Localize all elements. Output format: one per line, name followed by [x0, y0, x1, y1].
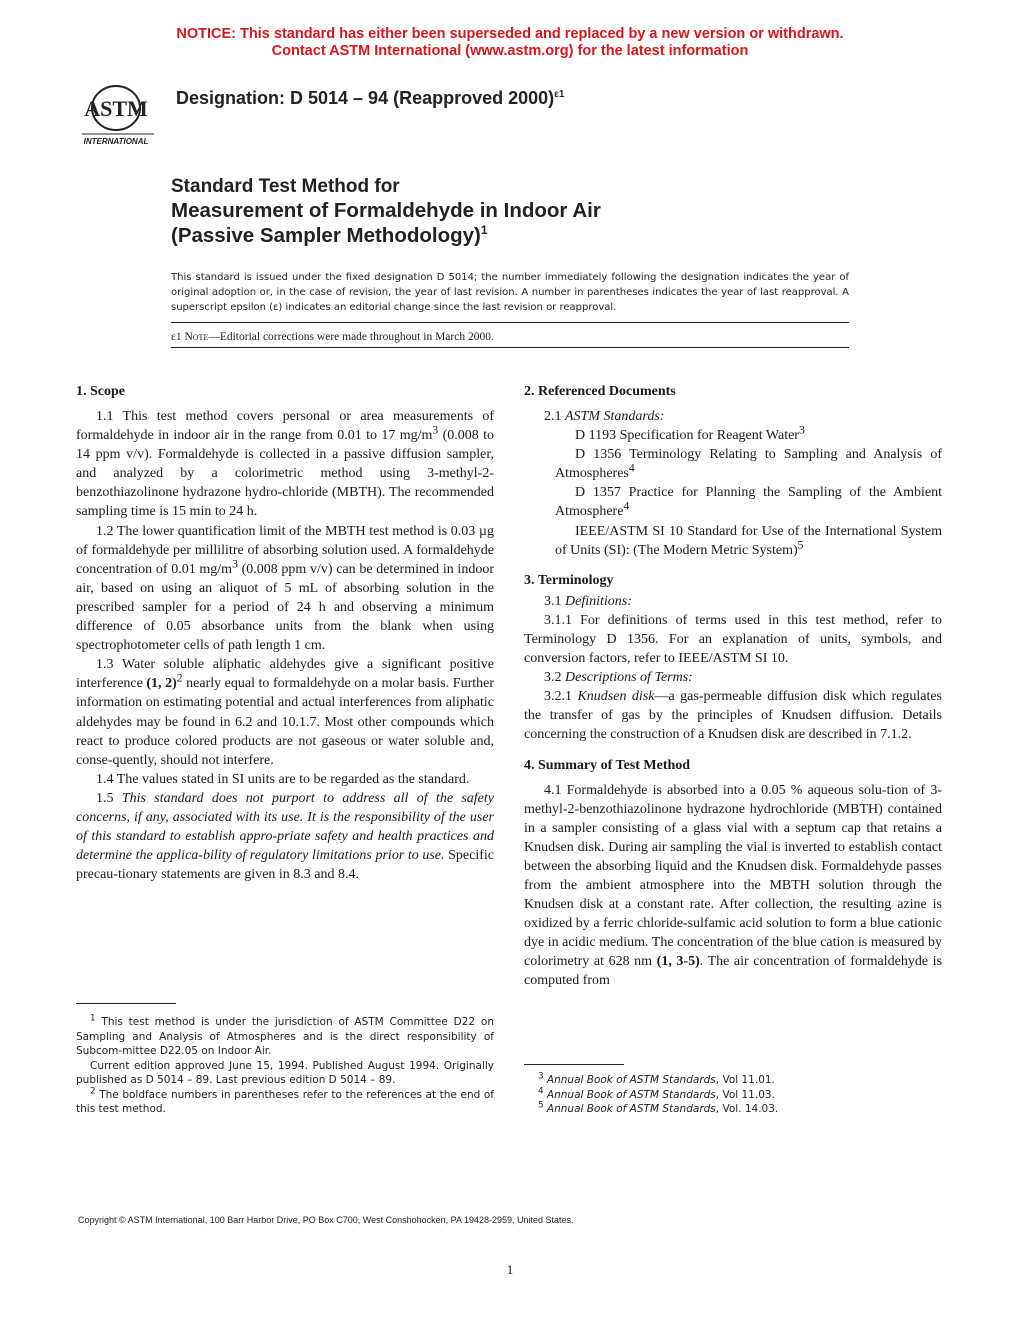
para-3-1: 3.1 Definitions: — [544, 593, 632, 609]
page-number: 1 — [506, 1262, 514, 1277]
para-4-1: 4.1 Formaldehyde is absorbed into a 0.05 % aqueous solu-tion of 3-methyl-2-benzothiazolinone hydrazone hydrochloride (MBTH) contained in a sampler consisting of a glass vial with a septum cap that retains a Knudsen disk. During air sampling the vial is inverted to establish contact between the absorbing liquid and the Knudsen disk. Formaldehyde passes from the ambient atmosphere into the MBTH solution through the Knudsen disk at a constant rate. After collection, the resulting azine is oxidized by a ferric chloride-sulfamic acid solution to form a blue cationic dye in acidic medium. The concentration of the blue cation is measured by colorimetry at 628 nm (1, 3-5). The air concentration of formaldehyde is computed from — [524, 782, 942, 989]
section-1-heading: 1. Scope — [76, 384, 125, 399]
footnote-divider-left — [76, 1003, 176, 1004]
title-line-2: Measurement of Formaldehyde in Indoor Air — [171, 199, 601, 222]
document-title — [171, 176, 601, 248]
para-1-4: 1.4 The values stated in SI units are to be regarded as the standard. — [96, 771, 470, 787]
footnote-3: $^3$ Annual Book of ASTM Standards, Vol 11.01. — [538, 1071, 775, 1086]
ref-d1193: D 1193 Specification for Reagent Water$^3$ — [575, 423, 805, 444]
ref-ieee: IEEE/ASTM SI 10 Standard for Use of the International System of Units (SI): (The Modern Metric System)$^5$ — [555, 523, 942, 558]
footnote-2: $^2$ The boldface numbers in parentheses refer to the references at the end of this test method. — [76, 1086, 494, 1115]
para-1-5: 1.5 This standard does not purport to address all of the safety concerns, if any, associated with its use. It is the responsibility of the user of this standard to establish appro-priate safety and health practices and determine the applica-bility of regulatory limitations prior to use. Specific precau-tionary statements are given in 8.3 and 8.4. — [76, 790, 495, 883]
title-footnote-mark: 1 — [480, 223, 488, 238]
notice-line-2: Contact ASTM International (www.astm.org) for the latest information — [271, 43, 749, 59]
footnotes-right — [524, 1073, 942, 1117]
ref-d1356: D 1356 Terminology Relating to Sampling and Analysis of Atmospheres$^4$ — [555, 447, 942, 482]
notice-line-1: NOTICE: This standard has either been superseded and replaced by a new version or withdrawn. — [176, 26, 844, 42]
section-3-heading: 3. Terminology — [524, 572, 614, 588]
footnotes-left — [76, 1015, 494, 1117]
footnote-4: $^4$ Annual Book of ASTM Standards, Vol 11.03. — [538, 1086, 775, 1101]
footnote-5: $^5$ Annual Book of ASTM Standards, Vol. 14.03. — [538, 1100, 779, 1115]
section-4-heading: 4. Summary of Test Method — [524, 757, 691, 773]
footnote-1: $^1$ This test method is under the jurisdiction of ASTM Committee D22 on Sampling and Analysis of Atmospheres and is the direct responsibility of Subcom-mittee D22.05 on Indoor Air. — [76, 1013, 494, 1057]
footnote-divider-right — [524, 1064, 624, 1065]
editorial-note: ε1 Note—Editorial corrections were made throughout in March 2000. — [171, 331, 494, 343]
supersession-notice — [0, 26, 1020, 60]
para-1-1: 1.1 This test method covers personal or area measurements of formaldehyde in indoor air in the range from 0.01 to 17 $mg/m^3$ (0.008 to 14 ppm v/v). Formaldehyde is collected in a passive diffusion sampler, and analyzed by a colorimetric method using 3-methyl-2-benzothiazolinone hydrazone hydro-chloride (MBTH). The recommended sampling time is 15 min to 24 h. — [76, 409, 494, 520]
logo-mark: ASTM — [84, 96, 148, 121]
divider-top — [171, 322, 849, 323]
right-column — [524, 382, 942, 991]
footnote-1-edition: Current edition approved June 15, 1994. Published August 1994. Originally published as D 5014 – 89. Last previous edition D 5014 – 89. — [76, 1059, 494, 1086]
para-3-1-1: 3.1.1 For definitions of terms used in this test method, refer to Terminology D 1356. For an explanation of units, symbols, and conversion factors, refer to IEEE/ASTM SI 10. — [524, 612, 942, 667]
para-3-2-1: 3.2.1 Knudsen disk—a gas-permeable diffusion disk which regulates the transfer of gas by the principles of Knudsen diffusion. Details concerning the construction of a Knudsen disk are described in 7.1.2. — [524, 689, 943, 743]
designation-superscript: ε1 — [554, 89, 565, 100]
left-column — [76, 382, 494, 884]
para-2-1: 2.1 ASTM Standards: — [544, 409, 665, 424]
divider-bottom — [171, 347, 849, 348]
para-1-3: 1.3 Water soluble aliphatic aldehydes give a significant positive interference (1, 2)$^2$ nearly equal to formaldehyde on a molar basis. Further information on estimating potential and actual interferences from aliphatic aldehydes may be found in 6.2 and 10.1.7. Most other compounds which react to produce colored products are not gaseous or water soluble and, conse-quently, should not interfere. — [76, 657, 495, 768]
astm-logo — [72, 78, 164, 150]
title-line-3: (Passive Sampler Methodology)$^1$ — [171, 223, 488, 247]
para-3-2: 3.2 Descriptions of Terms: — [544, 670, 693, 686]
para-1-2: 1.2 The lower quantification limit of the MBTH test method is 0.03 µg of formaldehyde per millilitre of absorbing solution used. A formaldehyde concentration of 0.01 $mg/m^3$ (0.008 ppm v/v) can be determined in indoor air, based on using an aliquot of 5 mL of absorbing solution in the prescribed sampler for a period of 24 h and observing a minimum difference of 0.05 absorbance units from the blank when using spectrophotometer cells of path length 1 cm. — [76, 523, 494, 654]
intro-paragraph: This standard is issued under the fixed designation D 5014; the number immediately following the designation indicates the year of original adoption or, in the case of revision, the year of last revision. A number in parentheses indicates the year of last reapproval. A superscript epsilon (ε) indicates an editorial change since the last revision or reapproval. — [171, 272, 849, 313]
copyright-line: Copyright © ASTM International, 100 Barr Harbor Drive, PO Box C700, West Conshohocken, PA 19428-2959, United States. — [78, 1215, 574, 1225]
title-line-1: Standard Test Method for — [171, 176, 400, 197]
ref-d1357: D 1357 Practice for Planning the Sampling of the Ambient Atmosphere$^4$ — [555, 485, 942, 520]
section-2-heading: 2. Referenced Documents — [524, 384, 676, 399]
designation: Designation: D 5014 – 94 (Reapproved 2000)$^{\varepsilon 1}$ — [176, 88, 565, 108]
logo-label: INTERNATIONAL — [83, 137, 149, 146]
